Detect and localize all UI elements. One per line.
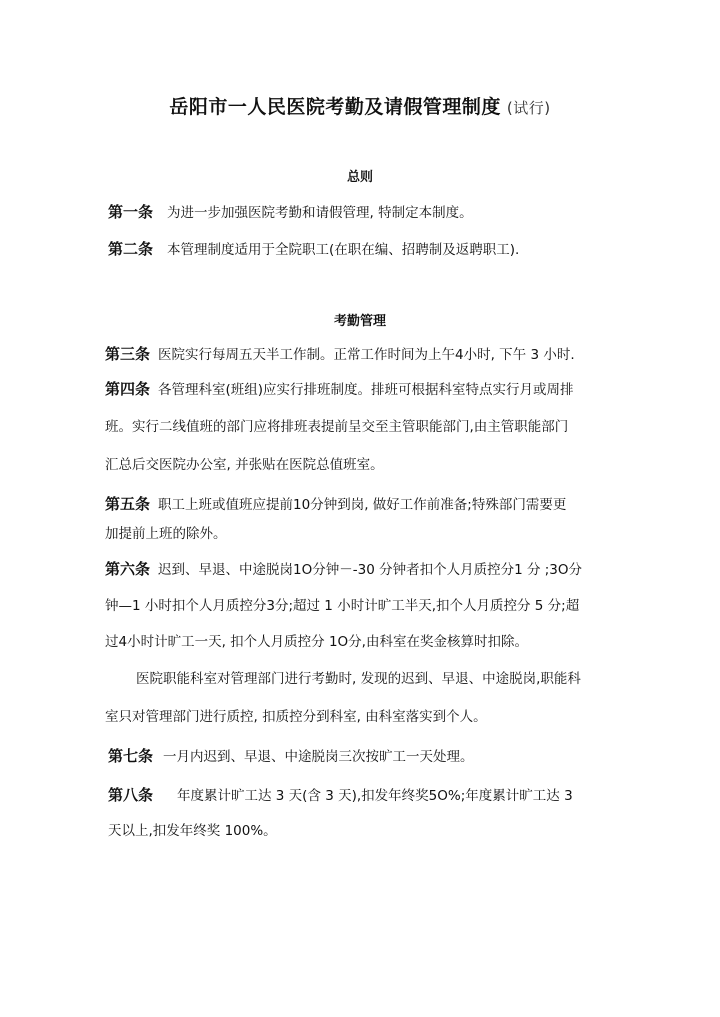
- paragraph-6b-line-2: 室只对管理部门进行质控, 扣质控分到科室, 由科室落实到个人。: [105, 709, 487, 725]
- article-6-label: 第六条: [105, 560, 151, 578]
- title-text: 岳阳市一人民医院考勤及请假管理制度: [169, 96, 501, 118]
- article-8-line-1: [108, 786, 573, 805]
- article-2-text: 本管理制度适用于全院职工(在职在编、招聘制及返聘职工).: [167, 242, 520, 258]
- article-7-text: 一月内迟到、早退、中途脱岗三次按旷工一天处理。: [163, 749, 474, 765]
- article-6-line-2: 钟—1 小时扣个人月质控分3分;超过 1 小时计旷工半天,扣个人月质控分 5 分;超: [105, 598, 580, 614]
- article-1-label: 第一条: [108, 203, 154, 221]
- article-4-line-3: 汇总后交医院办公室, 并张贴在医院总值班室。: [105, 457, 384, 473]
- paragraph-6b-line-1: 医院职能科室对管理部门进行考勤时, 发现的迟到、早退、中途脱岗,职能科: [136, 671, 581, 687]
- article-4-text-1: 各管理科室(班组)应实行排班制度。排班可根据科室特点实行月或周排: [158, 382, 574, 398]
- article-1-text: 为进一步加强医院考勤和请假管理, 特制定本制度。: [167, 205, 473, 221]
- article-7-label: 第七条: [108, 747, 154, 765]
- article-6-text-1: 迟到、早退、中途脱岗1O分钟－-30 分钟者扣个人月质控分1 分 ;3O分: [158, 562, 583, 578]
- article-4-line-1: [105, 380, 574, 399]
- article-8-label: 第八条: [108, 786, 154, 804]
- article-3: [105, 345, 575, 364]
- section-heading-attendance: 考勤管理: [333, 314, 386, 329]
- article-6-line-3: 过4小时计旷工一天, 扣个人月质控分 1O分,由科室在奖金核算时扣除。: [105, 634, 528, 650]
- title-suffix: (试行): [506, 99, 551, 117]
- article-5-text-1: 职工上班或值班应提前10分钟到岗, 做好工作前准备;特殊部门需要更: [158, 497, 567, 513]
- article-8-line-2: 天以上,扣发年终奖 100%。: [108, 823, 277, 839]
- article-3-text: 医院实行每周五天半工作制。正常工作时间为上午4小时, 下午 3 小时.: [158, 347, 575, 363]
- article-7: [108, 747, 474, 766]
- article-3-label: 第三条: [105, 345, 151, 363]
- article-8-text-1: 年度累计旷工达 3 天(含 3 天),扣发年终奖5O%;年度累计旷工达 3: [177, 788, 573, 804]
- article-5-label: 第五条: [105, 495, 151, 513]
- article-5-line-1: [105, 495, 566, 514]
- article-5-line-2: 加提前上班的除外。: [105, 526, 227, 542]
- document-title: [0, 92, 720, 119]
- article-6-line-1: [105, 560, 582, 579]
- article-2-label: 第二条: [108, 240, 154, 258]
- article-2: [108, 240, 519, 259]
- article-4-label: 第四条: [105, 380, 151, 398]
- article-1: [108, 203, 473, 222]
- article-4-line-2: 班。实行二线值班的部门应将排班表提前呈交至主管职能部门,由主管职能部门: [105, 419, 569, 435]
- section-heading-general: 总则: [346, 170, 373, 185]
